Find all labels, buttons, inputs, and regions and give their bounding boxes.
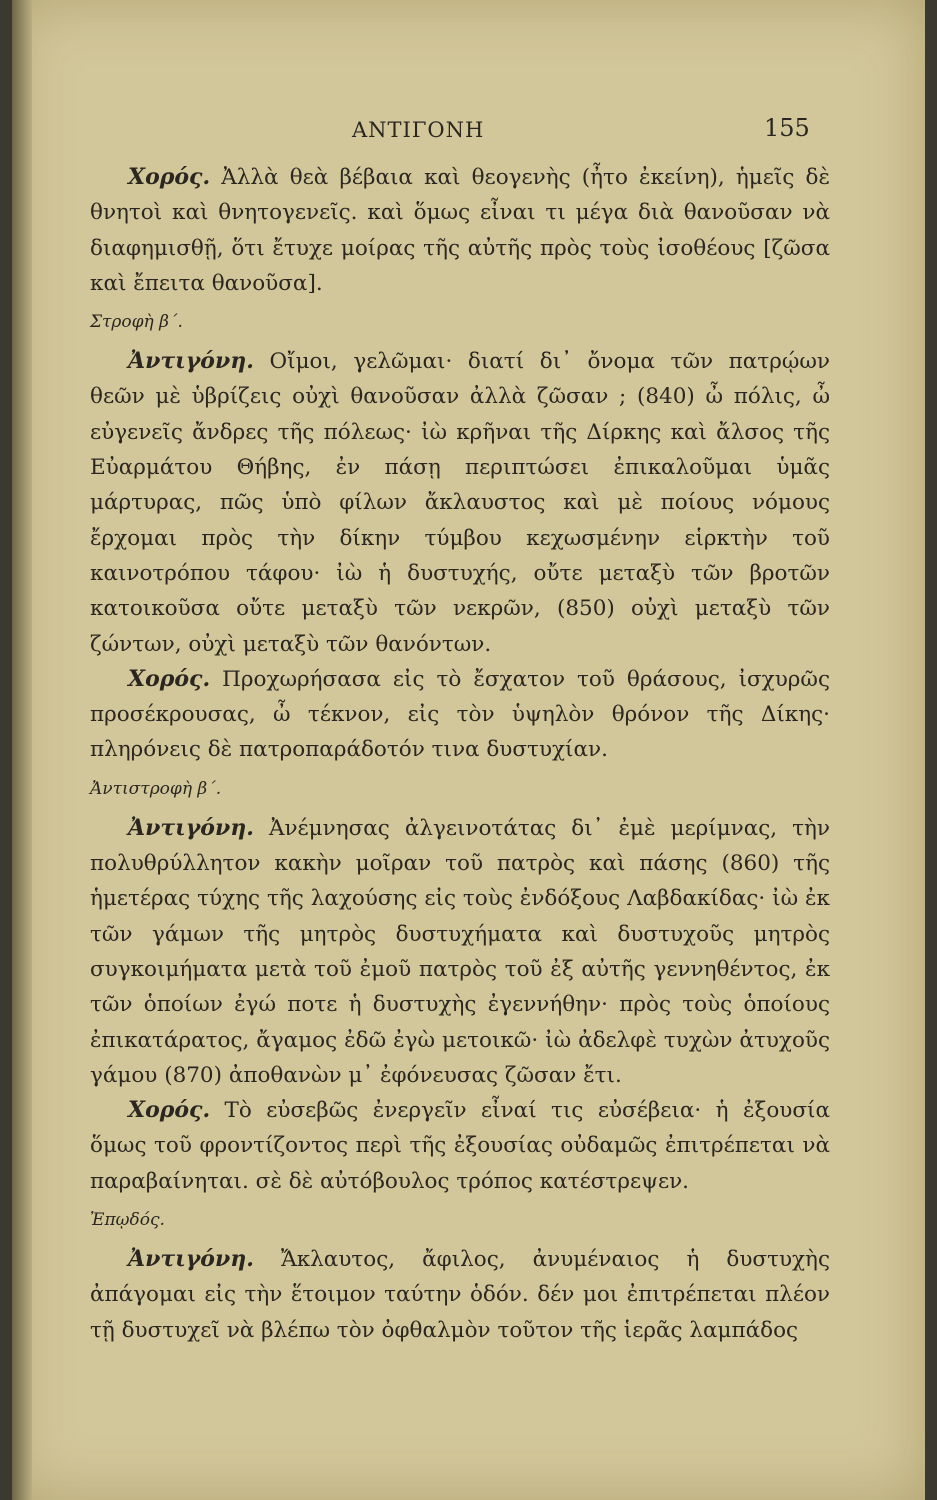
section-heading: Ἐπῳδός.	[90, 1210, 165, 1231]
page-body	[90, 160, 830, 1348]
running-head	[12, 114, 925, 154]
paragraph	[90, 344, 830, 662]
running-title: ΑΝΤΙΓΟΝΗ	[352, 118, 485, 142]
speaker-label: Ἀντιγόνη.	[128, 348, 254, 375]
paragraph-text: Οἴμοι, γελῶμαι· διατί δι᾿ ὄνομα τῶν πατρῴων θεῶν μὲ ὑβρίζεις οὐχὶ θανοῦσαν ἀλλὰ ζῶσαν ; (840) ὦ πόλις, ὦ εὐγενεῖς ἄνδρες τῆς πόλεως· ἰὼ κρῆναι τῆς Δίρκης καὶ ἄλσος τῆς Εὐαρμάτου Θήβης, ἐν πάσῃ περιπτώσει ἐπικαλοῦμαι ὑμᾶς μάρτυρας, πῶς ὑπὸ φίλων ἄκλαυστος καὶ μὲ ποίους νόμους ἔρχομαι πρὸς τὴν δίκην τύμβου κεχωσμένην εἱρκτὴν τοῦ καινοτρόπου τάφου· ἰὼ ἡ δυστυχής, οὔτε μεταξὺ τῶν βροτῶν κατοικοῦσα οὔτε μεταξὺ τῶν νεκρῶν, (850) οὐχὶ μεταξὺ τῶν ζώντων, οὐχὶ μεταξὺ τῶν θανόντων.	[90, 349, 830, 657]
paragraph	[90, 160, 830, 301]
speaker-label: Χορός.	[128, 1097, 211, 1124]
paragraph-text: Προχωρήσασα εἰς τὸ ἔσχατον τοῦ θράσους, ἰσχυρῶς προσέκρουσας, ὦ τέκνον, εἰς τὸν ὑψηλὸν θρόνον τῆς Δίκης· πληρόνεις δὲ πατροπαράδοτόν τινα δυστυχίαν.	[90, 666, 830, 763]
paragraph-text: Ἀνέμνησας ἀλγεινοτάτας δι᾿ ἐμὲ μερίμνας, τὴν πολυθρύλλητον κακὴν μοῖραν τοῦ πατρὸς καὶ πάσης (860) τῆς ἡμετέρας τύχης τῆς λαχούσης εἰς τοὺς ἐνδόξους Λαβδακίδας· ἰὼ ἐκ τῶν γάμων τῆς μητρὸς δυστυχήματα καὶ δυστυχοῦς μητρὸς συγκοιμήματα μετὰ τοῦ ἐμοῦ πατρὸς τοῦ ἐξ αὐτῆς γεννηθέντος, ἐκ τῶν ὁποίων ἐγώ ποτε ἡ δυστυχὴς ἐγεννήθην· πρὸς τοὺς ὁποίους ἐπικατάρατος, ἄγαμος ἐδῶ ἐγὼ μετοικῶ· ἰὼ ἀδελφὲ τυχὼν ἀτυχοῦς γάμου (870) ἀποθανὼν μ᾿ ἐφόνευσας ζῶσαν ἔτι.	[90, 815, 830, 1088]
paragraph	[90, 811, 830, 1093]
paragraph	[90, 1093, 830, 1199]
paragraph	[90, 662, 830, 768]
speaker-label: Χορός.	[128, 665, 211, 692]
paragraph-text: Ἄκλαυτος, ἄφιλος, ἀνυμέναιος ἡ δυστυχὴς ἀπάγομαι εἰς τὴν ἕτοιμον ταύτην ὁδόν. δέν μοι ἐπιτρέπεται πλέον τῇ δυστυχεῖ νὰ βλέπω τὸν ὀφθαλμὸν τοῦτον τῆς ἱερᾶς λαμπάδος	[90, 1247, 830, 1343]
paragraph-text: Τὸ εὐσεβῶς ἐνεργεῖν εἶναί τις εὐσέβεια· ἡ ἐξουσία ὅμως τοῦ φροντίζοντος περὶ τῆς ἐξουσίας οὐδαμῶς ἐπιτρέπεται νὰ παραβαίνηται. σὲ δὲ αὐτόβουλος τρόπος κατέστρεψεν.	[90, 1098, 830, 1194]
page-number: 155	[764, 114, 810, 142]
speaker-label: Ἀντιγόνη.	[128, 814, 254, 841]
page-spine	[12, 0, 32, 1500]
section-heading: Ἀντιστροφὴ β΄.	[90, 778, 222, 799]
speaker-label: Ἀντιγόνη.	[128, 1246, 254, 1273]
section-heading: Στροφὴ β΄.	[90, 312, 183, 333]
speaker-label: Χορός.	[128, 164, 211, 190]
paragraph	[90, 1242, 830, 1348]
paragraph-text: Ἀλλὰ θεὰ βέβαια καὶ θεογενὴς (ἦτο ἐκείνη), ἡμεῖς δὲ θνητοὶ καὶ θνητογενεῖς. καὶ ὅμως εἶναι τι μέγα διὰ θανοῦσαν νὰ διαφημισθῇ, ὅτι ἔτυχε μοίρας τῆς αὐτῆς πρὸς τοὺς ἰσοθέους [ζῶσα καὶ ἔπειτα θανοῦσα].	[90, 165, 830, 296]
book-page	[12, 0, 925, 1500]
